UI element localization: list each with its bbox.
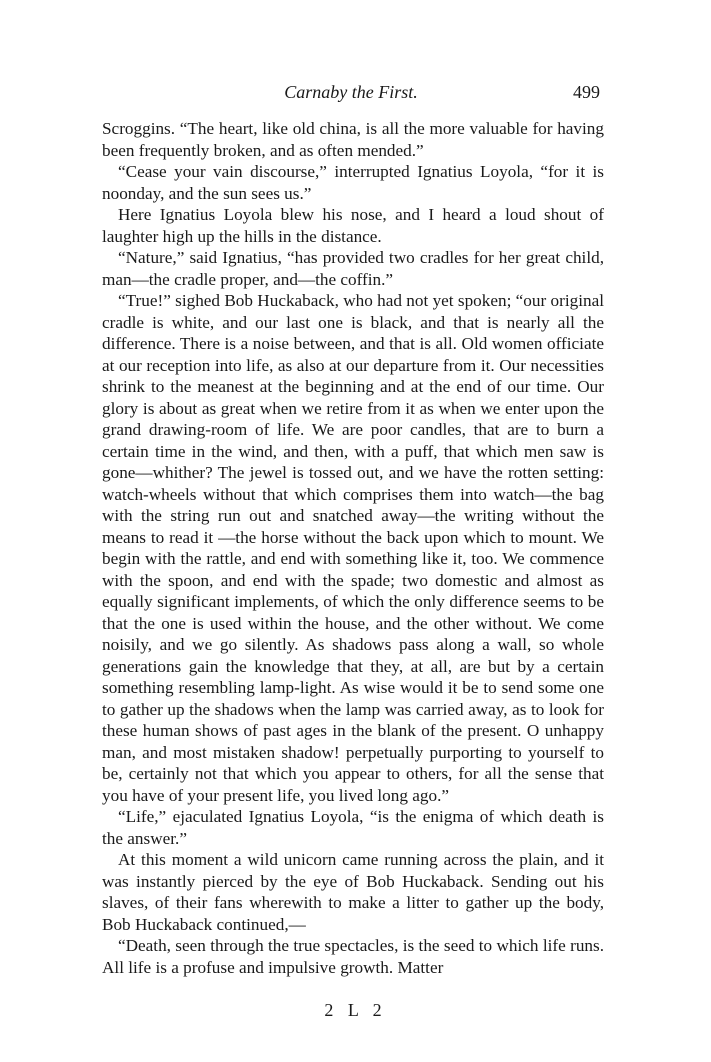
paragraph: At this moment a wild unicorn came running across the plain, and it was instantly pierced by the eye of Bob Huckaback. Sending out his slaves, of their fans wherewith to make a litter to gather up the body, Bob Huckaback continued,— <box>102 850 604 934</box>
page-body <box>102 118 604 978</box>
paragraph: Here Ignatius Loyola blew his nose, and I heard a loud shout of laughter high up the hills in the distance. <box>102 205 604 246</box>
signature-mark: 2 L 2 <box>324 1000 387 1020</box>
paragraph: “True!” sighed Bob Huckaback, who had not yet spoken; “our original cradle is white, and our last one is black, and that is nearly all the difference. There is a noise between, and that is all. Old women officiate at our reception into life, as also at our departure from it. Our necessities shrink to the meanest at the beginning and at the end of our time. Our glory is about as great when we retire from it as when we enter upon the grand drawing-room of life. We are poor candles, that are to burn a certain time in the wind, and then, with a puff, that which men saw is gone—whither? The jewel is tossed out, and we have the rotten setting: watch-wheels without that which comprises them into watch—the bag with the string run out and snatched away—the writing without the means to read it —the horse without the back upon which to mount. We begin with the rattle, and end with something like it, too. We commence with the spoon, and end with the spade; two domestic and almost as equally significant implements, of which the only difference seems to be that the one is used within the house, and the other without. We come noisily, and we go silently. As shadows pass along a wall, so whole generations gain the knowledge that they, at all, are but by a certain something resembling lamp-light. As wise would it be to send some one to gather up the shadows when the lamp was carried away, as to look for these human shows of past ages in the blank of the present. O unhappy man, and most mistaken shadow! perpetually purporting to yourself to be, certainly not that which you appear to others, for all the sense that you have of your present life, you lived long ago.” <box>102 291 604 805</box>
paragraph: “Cease your vain discourse,” interrupted Ignatius Loyola, “for it is noonday, and the sun sees us.” <box>102 162 604 203</box>
page-header <box>102 82 600 108</box>
paragraph: “Death, seen through the true spectacles, is the seed to which life runs. All life is a profuse and impulsive growth. Matter <box>102 936 604 977</box>
running-title: Carnaby the First. <box>284 82 418 102</box>
paragraph: “Life,” ejaculated Ignatius Loyola, “is the enigma of which death is the answer.” <box>102 807 604 848</box>
paragraph: Scroggins. “The heart, like old china, is all the more valuable for having been frequently broken, and as often mended.” <box>102 119 604 160</box>
paragraph: “Nature,” said Ignatius, “has provided two cradles for her great child, man—the cradle proper, and—the coffin.” <box>102 248 604 289</box>
page-number: 499 <box>573 82 600 102</box>
